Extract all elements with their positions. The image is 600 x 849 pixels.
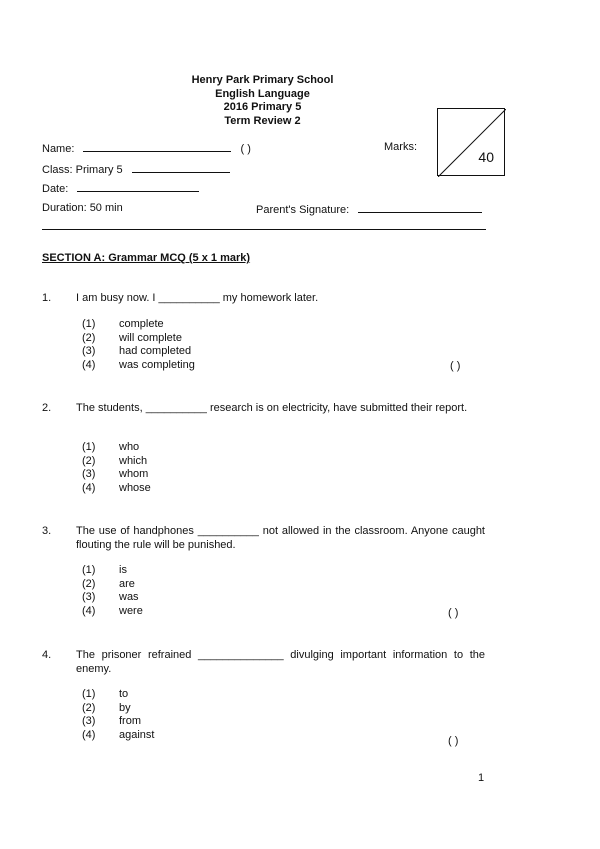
marks-label: Marks:: [384, 141, 417, 153]
option-text: which: [119, 454, 148, 467]
option-number: (1): [82, 688, 96, 700]
option-number: (2): [82, 454, 96, 467]
option-number: (4): [82, 481, 96, 494]
paper-title: Term Review 2: [224, 114, 301, 127]
option-number: (1): [82, 441, 96, 453]
question-text: The prisoner refrained ______________ divulging important information to the enemy.: [76, 649, 485, 675]
option-number: (4): [82, 728, 96, 741]
question-text: The use of handphones __________ not allowed in the classroom. Anyone caught flouting the rule will be punished.: [76, 525, 485, 551]
option-text: are: [119, 577, 135, 590]
page-number: 1: [478, 772, 485, 784]
name-line: [83, 141, 231, 152]
option-text: from: [119, 715, 141, 728]
register-number-bracket: ( ): [240, 143, 251, 155]
answer-bracket[interactable]: ( ): [448, 607, 459, 619]
marks-total: 40: [478, 149, 494, 165]
option-number: (2): [82, 331, 96, 344]
question-1: [42, 291, 485, 381]
header-divider: [42, 229, 486, 230]
date-line: [77, 181, 199, 192]
option-text: complete: [119, 318, 164, 330]
option-text: to: [119, 688, 129, 700]
question-2: [42, 401, 485, 501]
marks-diagonal-line: [438, 109, 506, 177]
section-title: SECTION A: Grammar MCQ (5 x 1 mark): [42, 252, 251, 264]
year-level: 2016 Primary 5: [223, 101, 302, 113]
option-number: (3): [82, 468, 96, 481]
signature-line: [358, 202, 482, 213]
option-number: (2): [82, 701, 96, 714]
class-row: [42, 162, 230, 176]
school-name: Henry Park Primary School: [191, 74, 334, 86]
answer-bracket[interactable]: ( ): [448, 735, 459, 747]
question-3: [42, 524, 485, 624]
option-number: (3): [82, 715, 96, 728]
option-text: were: [119, 604, 143, 617]
option-text: by: [119, 701, 131, 714]
option-text: was: [119, 591, 139, 604]
option-number: (4): [82, 358, 96, 371]
class-label: Class: Primary 5: [42, 164, 123, 176]
question-number: 3.: [42, 525, 52, 537]
date-label: Date:: [42, 183, 69, 195]
option-text: had completed: [119, 345, 192, 358]
signature-row: [256, 202, 482, 216]
question-number: 2.: [42, 402, 52, 414]
class-line: [132, 162, 230, 173]
answer-bracket[interactable]: ( ): [450, 360, 461, 372]
option-number: (1): [82, 318, 96, 330]
option-text: is: [119, 564, 127, 576]
option-text: against: [119, 728, 155, 741]
marks-box: [437, 108, 505, 176]
question-number: 1.: [42, 292, 52, 304]
option-text: was completing: [119, 358, 195, 371]
option-number: (2): [82, 577, 96, 590]
date-row: [42, 181, 199, 195]
option-number: (3): [82, 591, 96, 604]
option-text: who: [119, 441, 140, 453]
subject-name: English Language: [215, 87, 310, 100]
option-number: (1): [82, 564, 96, 576]
name-row: [42, 141, 251, 155]
question-text: I am busy now. I __________ my homework later.: [76, 292, 319, 304]
option-text: whose: [119, 481, 151, 494]
question-4: [42, 648, 485, 748]
question-number: 4.: [42, 649, 52, 661]
signature-label: Parent's Signature:: [256, 204, 350, 216]
duration-label: Duration: 50 min: [42, 202, 123, 214]
option-number: (4): [82, 604, 96, 617]
option-number: (3): [82, 345, 96, 358]
option-text: whom: [119, 468, 149, 481]
question-text: The students, __________ research is on electricity, have submitted their report.: [76, 402, 468, 414]
name-label: Name:: [42, 143, 75, 155]
option-text: will complete: [119, 331, 182, 344]
